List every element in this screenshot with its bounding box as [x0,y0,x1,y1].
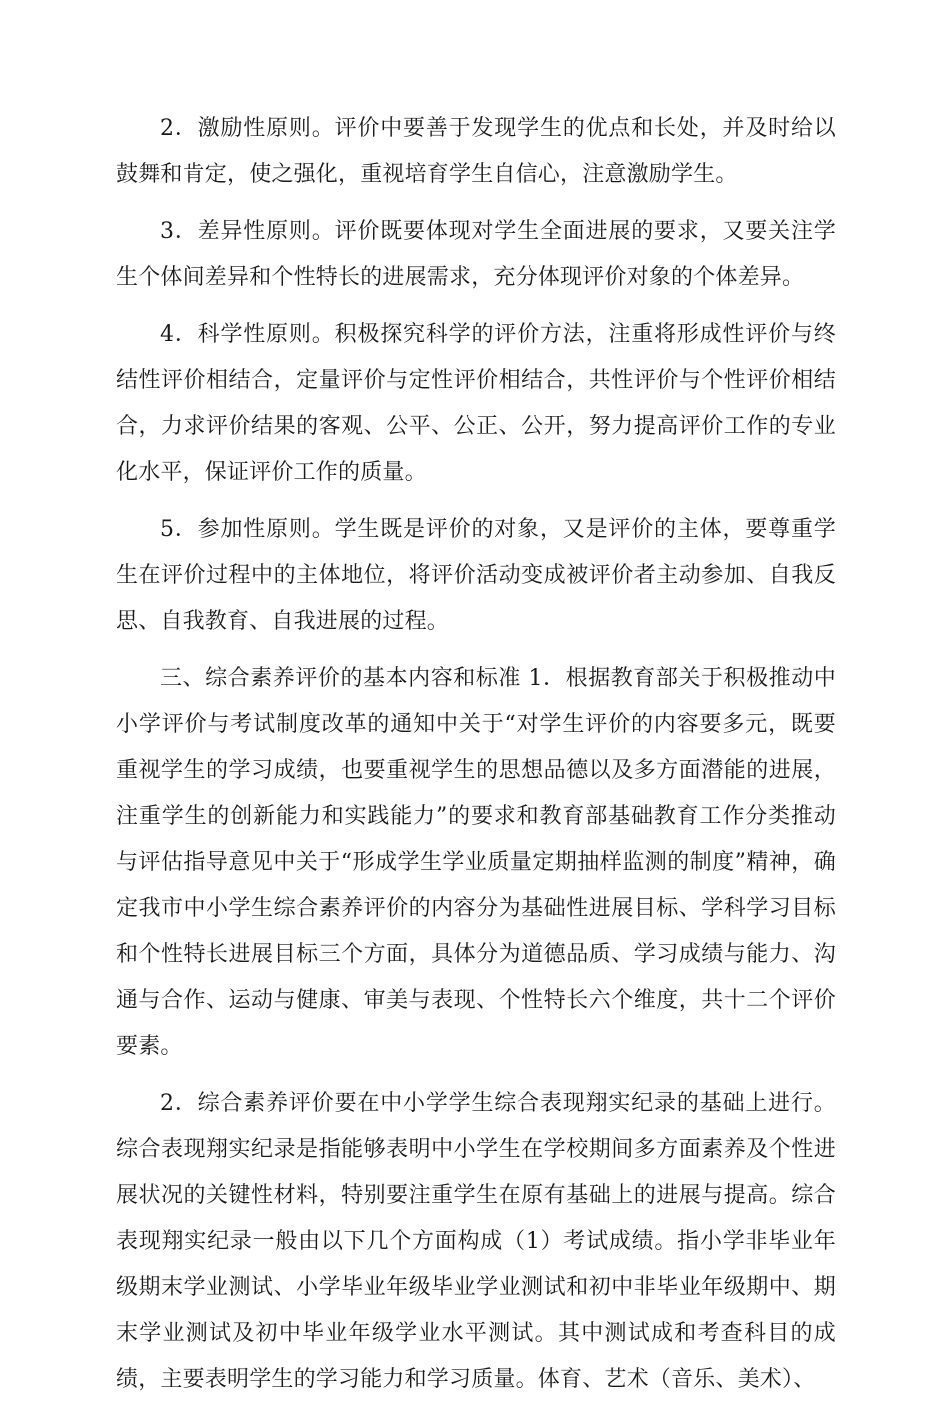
paragraph-difference-principle: 3．差异性原则。评价既要体现对学生全面进展的要求，又要关注学生个体间差异和个性特长的进展需求，充分体现评价对象的个体差异。 [116,219,836,290]
paragraph-encouragement-principle: 2．激励性原则。评价中要善于发现学生的优点和长处，并及时给以鼓舞和肯定，使之强化，重视培育学生自信心，注意激励学生。 [116,116,836,187]
paragraph-comprehensive-record: 2．综合素养评价要在中小学学生综合表现翔实纪录的基础上进行。综合表现翔实纪录是指能够表明中小学生在学校期间多方面素养及个性进展状况的关键性材料，特别要注重学生在原有基础上的进展与提高。综合表现翔实纪录一般由以下几个方面构成（1）考试成绩。指小学非毕业年级期末学业测试、小学毕业年级毕业学业测试和初中非毕业年级期中、期末学业测试及初中毕业年级学业水平测试。其中测试成和考查科目的成绩，主要表明学生的学习能力和学习质量。体育、艺术（音乐、美术）、 [116,1091,836,1392]
paragraph-scientific-principle: 4．科学性原则。积极探究科学的评价方法，注重将形成性评价与终结性评价相结合，定量评价与定性评价相结合，共性评价与个性评价相结合，力求评价结果的客观、公平、公正、公开，努力提高评价工作的专业化水平，保证评价工作的质量。 [116,322,836,485]
document-page [116,106,836,1403]
paragraph-participation-principle: 5．参加性原则。学生既是评价的对象，又是评价的主体，要尊重学生在评价过程中的主体地位，将评价活动变成被评价者主动参加、自我反思、自我教育、自我进展的过程。 [116,517,836,634]
paragraph-section-three-content-standards: 三、综合素养评价的基本内容和标准 1．根据教育部关于积极推动中小学评价与考试制度改革的通知中关于“对学生评价的内容要多元，既要重视学生的学习成绩，也要重视学生的思想品德以及多方面潜能的进展，注重学生的创新能力和实践能力”的要求和教育部基础教育工作分类推动与评估指导意见中关于“形成学生学业质量定期抽样监测的制度”精神，确定我市中小学生综合素养评价的内容分为基础性进展目标、学科学习目标和个性特长进展目标三个方面，具体分为道德品质、学习成绩与能力、沟通与合作、运动与健康、审美与表现、个性特长六个维度，共十二个评价要素。 [116,666,836,1059]
